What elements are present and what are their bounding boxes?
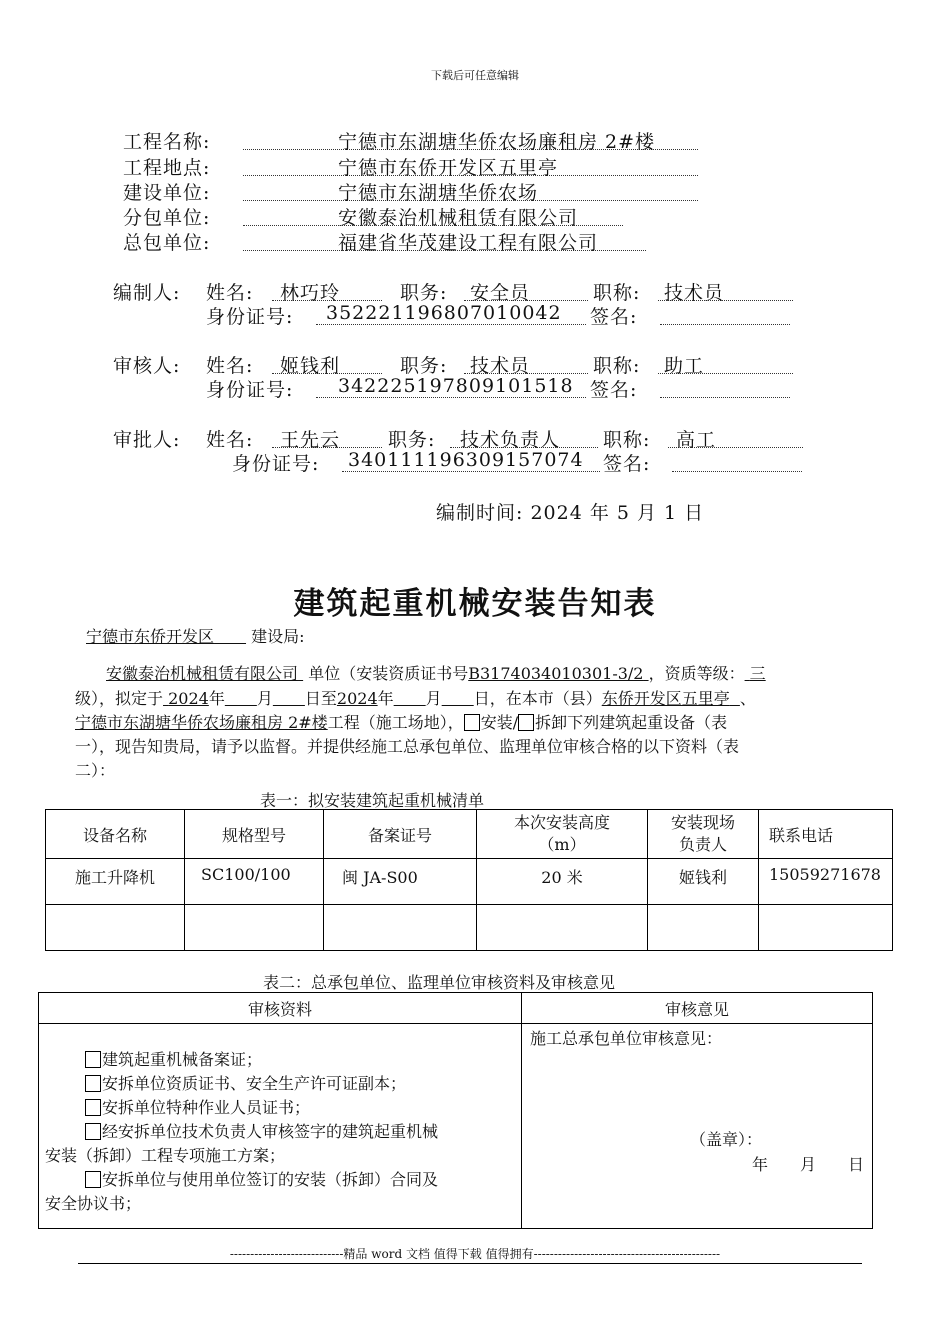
checkbox-3[interactable]	[85, 1099, 101, 1116]
list-item: 经安拆单位技术负责人审核签字的建筑起重机械	[45, 1120, 515, 1144]
compiler-id: 352221196807010042	[326, 302, 562, 324]
dismantle-text: 拆卸下列建筑起重设备（表	[535, 713, 728, 732]
reviewer-duty-label: 职务:	[400, 355, 448, 377]
reviewer-duty: 技术员	[470, 355, 531, 377]
list-item-cont: 安全协议书；	[45, 1194, 142, 1213]
checkbox-1[interactable]	[85, 1051, 101, 1068]
compiler-id-label: 身份证号:	[206, 306, 294, 328]
ri-zai-text: 日，在本市（县）	[473, 689, 602, 708]
nian-text-1: 年	[208, 689, 225, 708]
install-text: 安装/	[480, 713, 519, 732]
list-item: 安拆单位与使用单位签订的安装（拆卸）合同及	[45, 1168, 515, 1192]
compiler-name: 林巧玲	[280, 282, 341, 304]
table-row	[46, 905, 893, 951]
ri-zhi-text: 日至	[304, 689, 337, 708]
compiler-title-label: 职称:	[593, 282, 641, 304]
header-note: 下载后可任意编辑	[431, 69, 519, 82]
th-equipment-name: 设备名称	[46, 810, 185, 859]
seal-label: （盖章）：	[690, 1130, 763, 1149]
notice-line-5: 二）：	[75, 761, 116, 780]
project-site-label: 工程地点:	[123, 157, 211, 179]
compile-time: 编制时间: 2024 年 5 月 1 日	[436, 502, 705, 524]
checkbox-2[interactable]	[85, 1075, 101, 1092]
list-item: 建筑起重机械备案证；	[45, 1048, 515, 1072]
compiler-duty: 安全员	[470, 282, 531, 304]
cell-manager: 姬钱利	[648, 859, 759, 905]
install-checkbox[interactable]	[464, 714, 480, 731]
nian-text-2: 年	[377, 689, 394, 708]
cell-equipment: 施工升降机	[46, 859, 185, 905]
compiler-sign-label: 签名:	[590, 306, 638, 328]
opinion-title: 施工总承包单位审核意见：	[530, 1029, 723, 1048]
approver-title-label: 职称:	[603, 429, 651, 451]
district: 东侨开发区五里亭	[601, 689, 730, 708]
approver-id-label: 身份证号:	[232, 453, 320, 475]
company: 安徽泰治机械租赁有限公司	[106, 664, 299, 683]
addressee-line	[86, 625, 305, 649]
compiler-duty-label: 职务:	[400, 282, 448, 304]
unit-text: 单位（安装资质证书号	[308, 664, 469, 683]
compiler-name-label: 姓名:	[206, 282, 254, 304]
grade-text: ，资质等级：	[648, 664, 745, 683]
reviewer-sign-label: 签名:	[590, 379, 638, 401]
approver-sign-label: 签名:	[603, 453, 651, 475]
table2-caption: 表二：总承包单位、监理单位审核资料及审核意见	[263, 973, 616, 992]
reviewer-name-label: 姓名:	[206, 355, 254, 377]
approver-name: 王先云	[280, 429, 341, 451]
cell-record-no: 闽 JA-S00	[324, 859, 477, 905]
notice-line-3	[75, 711, 727, 735]
owner-unit: 宁德市东湖塘华侨农场	[338, 182, 539, 204]
cell-model: SC100/100	[185, 859, 324, 905]
project-site: 宁德市东侨开发区五里亭	[338, 157, 559, 179]
approver-duty-label: 职务:	[388, 429, 436, 451]
list-item: 安拆单位资质证书、安全生产许可证副本；	[45, 1072, 515, 1096]
project-name-label: 工程名称:	[123, 131, 211, 153]
notice-line-4: 一），现告知贵局，请予以监督。并提供经施工总承包单位、监理单位审核合格的以下资料（表	[75, 737, 740, 756]
footer-text: ----------------------------精品 word 文档 值得下载 值得拥有----------------------------------------------	[229, 1247, 721, 1261]
project-name: 宁德市东湖塘华侨农场廉租房 2#楼	[338, 131, 656, 153]
form-title: 建筑起重机械安装告知表	[293, 586, 657, 622]
reviewer-name: 姬钱利	[280, 355, 341, 377]
reviewer-id: 342225197809101518	[338, 375, 574, 397]
subcontractor: 安徽泰治机械租赁有限公司	[338, 207, 579, 229]
equipment-table	[45, 809, 893, 951]
compiler-role: 编制人:	[113, 282, 181, 304]
approver-name-label: 姓名:	[206, 429, 254, 451]
notice-line-1	[106, 662, 766, 686]
cell-height: 20 米	[477, 859, 648, 905]
th-model: 规格型号	[185, 810, 324, 859]
general-contractor-label: 总包单位:	[123, 232, 211, 254]
approver-duty: 技术负责人	[460, 429, 561, 451]
th-site-manager: 安装现场 负责人	[648, 810, 759, 859]
general-contractor: 福建省华茂建设工程有限公司	[338, 232, 599, 254]
th-phone: 联系电话	[759, 810, 893, 859]
th-review-materials: 审核资料	[39, 993, 522, 1024]
th-height: 本次安装高度 （m）	[477, 810, 648, 859]
reviewer-id-label: 身份证号:	[206, 379, 294, 401]
yue-text-1: 月	[256, 689, 273, 708]
cert-no: B3174034010301-3/2	[468, 664, 644, 683]
opinion-date: 年 月 日	[752, 1155, 865, 1174]
year1: 2024	[168, 689, 209, 708]
dismantle-checkbox[interactable]	[518, 714, 534, 731]
approver-role: 审批人:	[113, 429, 181, 451]
list-item-cont: 安装（拆卸）工程专项施工方案；	[45, 1146, 286, 1165]
review-opinion	[522, 1024, 873, 1229]
reviewer-role: 审核人:	[113, 355, 181, 377]
cell-phone: 15059271678	[759, 859, 893, 905]
th-review-opinion: 审核意见	[522, 993, 873, 1024]
approver-title: 高工	[676, 429, 717, 451]
notice-line-2	[75, 687, 756, 711]
th-record-no: 备案证号	[324, 810, 477, 859]
reviewer-title: 助工	[664, 355, 705, 377]
compiler-title: 技术员	[664, 282, 725, 304]
dun-text: 、	[739, 689, 756, 708]
ji-text: 级），拟定于	[75, 689, 164, 708]
owner-label: 建设单位:	[123, 182, 211, 204]
addressee: 宁德市东侨开发区	[86, 627, 215, 646]
review-materials	[39, 1024, 522, 1229]
year2: 2024	[336, 689, 378, 708]
list-item: 安拆单位特种作业人员证书；	[45, 1096, 515, 1120]
grade: 三	[749, 664, 766, 683]
reviewer-title-label: 职称:	[593, 355, 641, 377]
project-name-inline: 宁德市东湖塘华侨农场廉租房 2#楼	[75, 713, 328, 732]
approver-id: 340111196309157074	[348, 449, 584, 471]
checkbox-5[interactable]	[85, 1171, 101, 1188]
checkbox-4[interactable]	[85, 1123, 101, 1140]
yue-text-2: 月	[425, 689, 442, 708]
table1-caption: 表一：拟安装建筑起重机械清单	[260, 791, 485, 810]
table-row	[46, 859, 893, 905]
review-table	[38, 992, 873, 1229]
addressee-suffix: 建设局:	[251, 627, 305, 646]
footer-rule	[78, 1263, 862, 1264]
gongcheng-text: 工程（施工场地），	[327, 713, 464, 732]
subcontractor-label: 分包单位:	[123, 207, 211, 229]
